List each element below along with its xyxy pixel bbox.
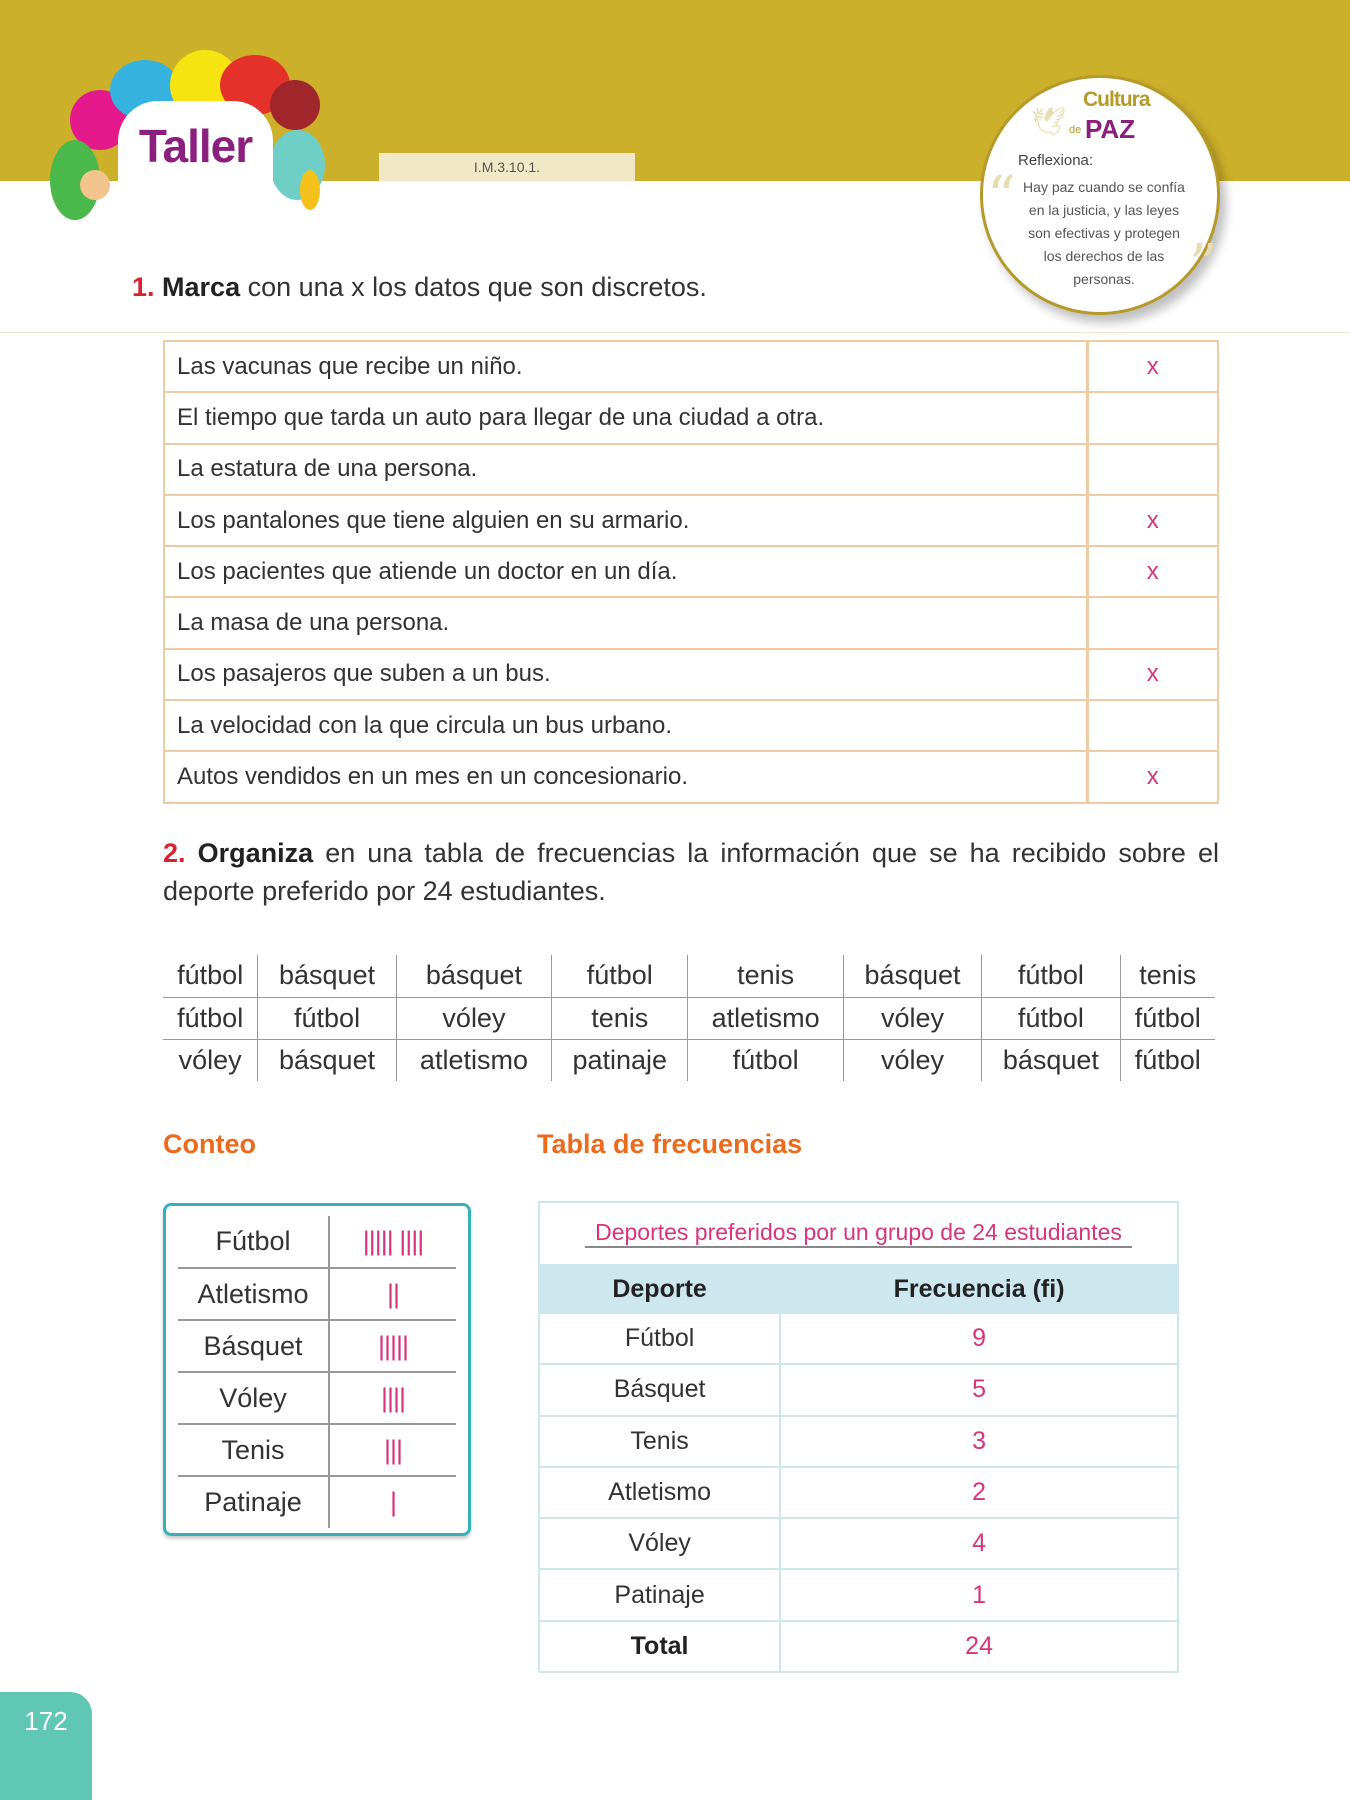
- table-caption: [539, 1202, 1178, 1265]
- sport-cell: vóley: [396, 997, 551, 1039]
- q2-text: en una tabla de frecuencias la información que se ha recibido sobre el deporte preferido por 24 estudiantes.: [163, 838, 1219, 906]
- statement-cell: La estatura de una persona.: [164, 444, 1087, 495]
- caption-text: Deportes preferidos por un grupo de 24 estudiantes: [585, 1219, 1132, 1248]
- sport-cell: atletismo: [688, 997, 843, 1039]
- mark-cell: x: [1087, 341, 1218, 392]
- frequency-cell: 2: [780, 1467, 1178, 1518]
- frequency-table: [538, 1201, 1179, 1673]
- frequency-cell: 9: [780, 1313, 1178, 1364]
- sport-cell: fútbol: [688, 1039, 843, 1081]
- reflexiona-label: Reflexiona:: [1018, 152, 1094, 169]
- mark-cell: [1087, 444, 1218, 495]
- grid-row: [163, 1039, 1215, 1081]
- indicator-code: I.M.3.10.1.: [379, 153, 635, 181]
- sport-cell: vóley: [178, 1044, 242, 1075]
- mark-cell: x: [1087, 649, 1218, 700]
- total-label: Total: [539, 1621, 780, 1672]
- tally-row: [178, 1372, 456, 1424]
- total-value: 24: [780, 1621, 1178, 1672]
- table-row: [164, 700, 1218, 751]
- sport-cell: vóley: [843, 997, 981, 1039]
- statement-cell: La masa de una persona.: [164, 597, 1087, 648]
- tally-box: [163, 1203, 471, 1536]
- conteo-heading: Conteo: [163, 1129, 256, 1159]
- table-row: [164, 392, 1218, 443]
- sport-cell: básquet: [258, 1039, 396, 1081]
- close-quote-icon: ”: [1189, 233, 1218, 298]
- header-deporte: Deporte: [539, 1265, 780, 1313]
- table-row: [164, 649, 1218, 700]
- table-row: [539, 1364, 1178, 1415]
- sport-cell: fútbol: [982, 955, 1120, 997]
- statement-cell: Autos vendidos en un mes en un concesionario.: [164, 751, 1087, 802]
- table-row: [164, 444, 1218, 495]
- open-quote-icon: “: [987, 165, 1016, 230]
- sport-cell: Vóley: [539, 1518, 780, 1569]
- table-row: [164, 597, 1218, 648]
- table-row: [539, 1416, 1178, 1467]
- frequency-cell: 3: [780, 1416, 1178, 1467]
- sport-cell: básquet: [258, 955, 396, 997]
- frequency-table-heading: Tabla de frecuencias: [537, 1129, 803, 1159]
- table-row: [164, 341, 1218, 392]
- tally-sport: Tenis: [178, 1424, 329, 1476]
- mark-cell: x: [1087, 751, 1218, 802]
- table-row: [539, 1569, 1178, 1620]
- question-2: [163, 834, 1219, 910]
- tally-sport: Básquet: [178, 1320, 329, 1372]
- sport-cell: tenis: [1120, 955, 1215, 997]
- sport-cell: fútbol: [1120, 1039, 1215, 1081]
- mark-cell: [1087, 700, 1218, 751]
- sport-cell: tenis: [552, 997, 688, 1039]
- tally-row: [178, 1424, 456, 1476]
- tally-marks: |||: [329, 1424, 456, 1476]
- sport-cell: básquet: [396, 955, 551, 997]
- peace-quote: Hay paz cuando se confía en la justicia, y las leyes son efectivas y protegen los derechos de las personas.: [1023, 179, 1185, 287]
- statement-cell: Los pasajeros que suben a un bus.: [164, 649, 1087, 700]
- discrete-data-table: [163, 340, 1219, 804]
- table-row: [164, 495, 1218, 546]
- mark-cell: [1087, 392, 1218, 443]
- q1-verb: Marca: [162, 272, 241, 302]
- page-number: 172: [0, 1692, 92, 1800]
- frequency-cell: 1: [780, 1569, 1178, 1620]
- tally-row: [178, 1268, 456, 1320]
- table-row: [539, 1467, 1178, 1518]
- statement-cell: Los pantalones que tiene alguien en su armario.: [164, 495, 1087, 546]
- sport-cell: Patinaje: [539, 1569, 780, 1620]
- tally-sport: Vóley: [178, 1372, 329, 1424]
- divider: [0, 332, 1350, 333]
- grid-row: [163, 997, 1215, 1039]
- sport-cell: fútbol: [258, 997, 396, 1039]
- statement-cell: Los pacientes que atiende un doctor en un día.: [164, 546, 1087, 597]
- tally-row: [178, 1216, 456, 1268]
- sport-cell: Básquet: [539, 1364, 780, 1415]
- tally-sport: Atletismo: [178, 1268, 329, 1320]
- sport-cell: fútbol: [982, 997, 1120, 1039]
- tally-marks: |: [389, 1487, 396, 1517]
- table-row: [539, 1313, 1178, 1364]
- tally-marks: |||||: [329, 1320, 456, 1372]
- sport-cell: fútbol: [1120, 997, 1215, 1039]
- table-row: [164, 751, 1218, 802]
- question-1: [132, 270, 707, 304]
- tally-marks: ||: [329, 1268, 456, 1320]
- sport-cell: fútbol: [163, 955, 258, 997]
- table-row: [164, 546, 1218, 597]
- taller-badge: Taller: [118, 101, 273, 261]
- sport-cell: Atletismo: [539, 1467, 780, 1518]
- tally-row: [178, 1320, 456, 1372]
- tally-marks: ||||| ||||: [329, 1216, 456, 1268]
- mark-cell: x: [1087, 546, 1218, 597]
- frequency-cell: 5: [780, 1364, 1178, 1415]
- statement-cell: Las vacunas que recibe un niño.: [164, 341, 1087, 392]
- sports-data-grid: [163, 955, 1215, 1081]
- q2-number: 2.: [163, 838, 186, 868]
- q2-verb: Organiza: [197, 838, 314, 868]
- tally-row: [178, 1476, 456, 1528]
- header-frecuencia: Frecuencia (fi): [780, 1265, 1178, 1313]
- table-row: [539, 1518, 1178, 1569]
- sport-cell: patinaje: [552, 1039, 688, 1081]
- sport-cell: fútbol: [163, 997, 258, 1039]
- sport-cell: Fútbol: [539, 1313, 780, 1364]
- logo-de: de: [1069, 124, 1082, 136]
- statement-cell: La velocidad con la que circula un bus urbano.: [164, 700, 1087, 751]
- grid-row: [163, 955, 1215, 997]
- statement-cell: El tiempo que tarda un auto para llegar de una ciudad a otra.: [164, 392, 1087, 443]
- sport-cell: tenis: [688, 955, 843, 997]
- q1-text: con una x los datos que son discretos.: [240, 272, 707, 302]
- logo-cultura: Cultura: [1083, 88, 1150, 111]
- logo-paz: PAZ: [1085, 114, 1136, 144]
- sport-cell: vóley: [843, 1039, 981, 1081]
- sport-cell: atletismo: [396, 1039, 551, 1081]
- frequency-cell: 4: [780, 1518, 1178, 1569]
- total-row: [539, 1621, 1178, 1672]
- mark-cell: x: [1087, 495, 1218, 546]
- sport-cell: Tenis: [539, 1416, 780, 1467]
- tally-marks: ||||: [329, 1372, 456, 1424]
- sport-cell: básquet: [843, 955, 981, 997]
- mark-cell: [1087, 597, 1218, 648]
- dove-icon: 🕊: [1031, 106, 1067, 137]
- q1-number: 1.: [132, 272, 155, 302]
- sport-cell: fútbol: [552, 955, 688, 997]
- tally-sport: Fútbol: [178, 1216, 329, 1268]
- tally-sport: Patinaje: [178, 1476, 329, 1528]
- sport-cell: básquet: [982, 1039, 1120, 1081]
- cultura-de-paz-callout: [980, 75, 1220, 315]
